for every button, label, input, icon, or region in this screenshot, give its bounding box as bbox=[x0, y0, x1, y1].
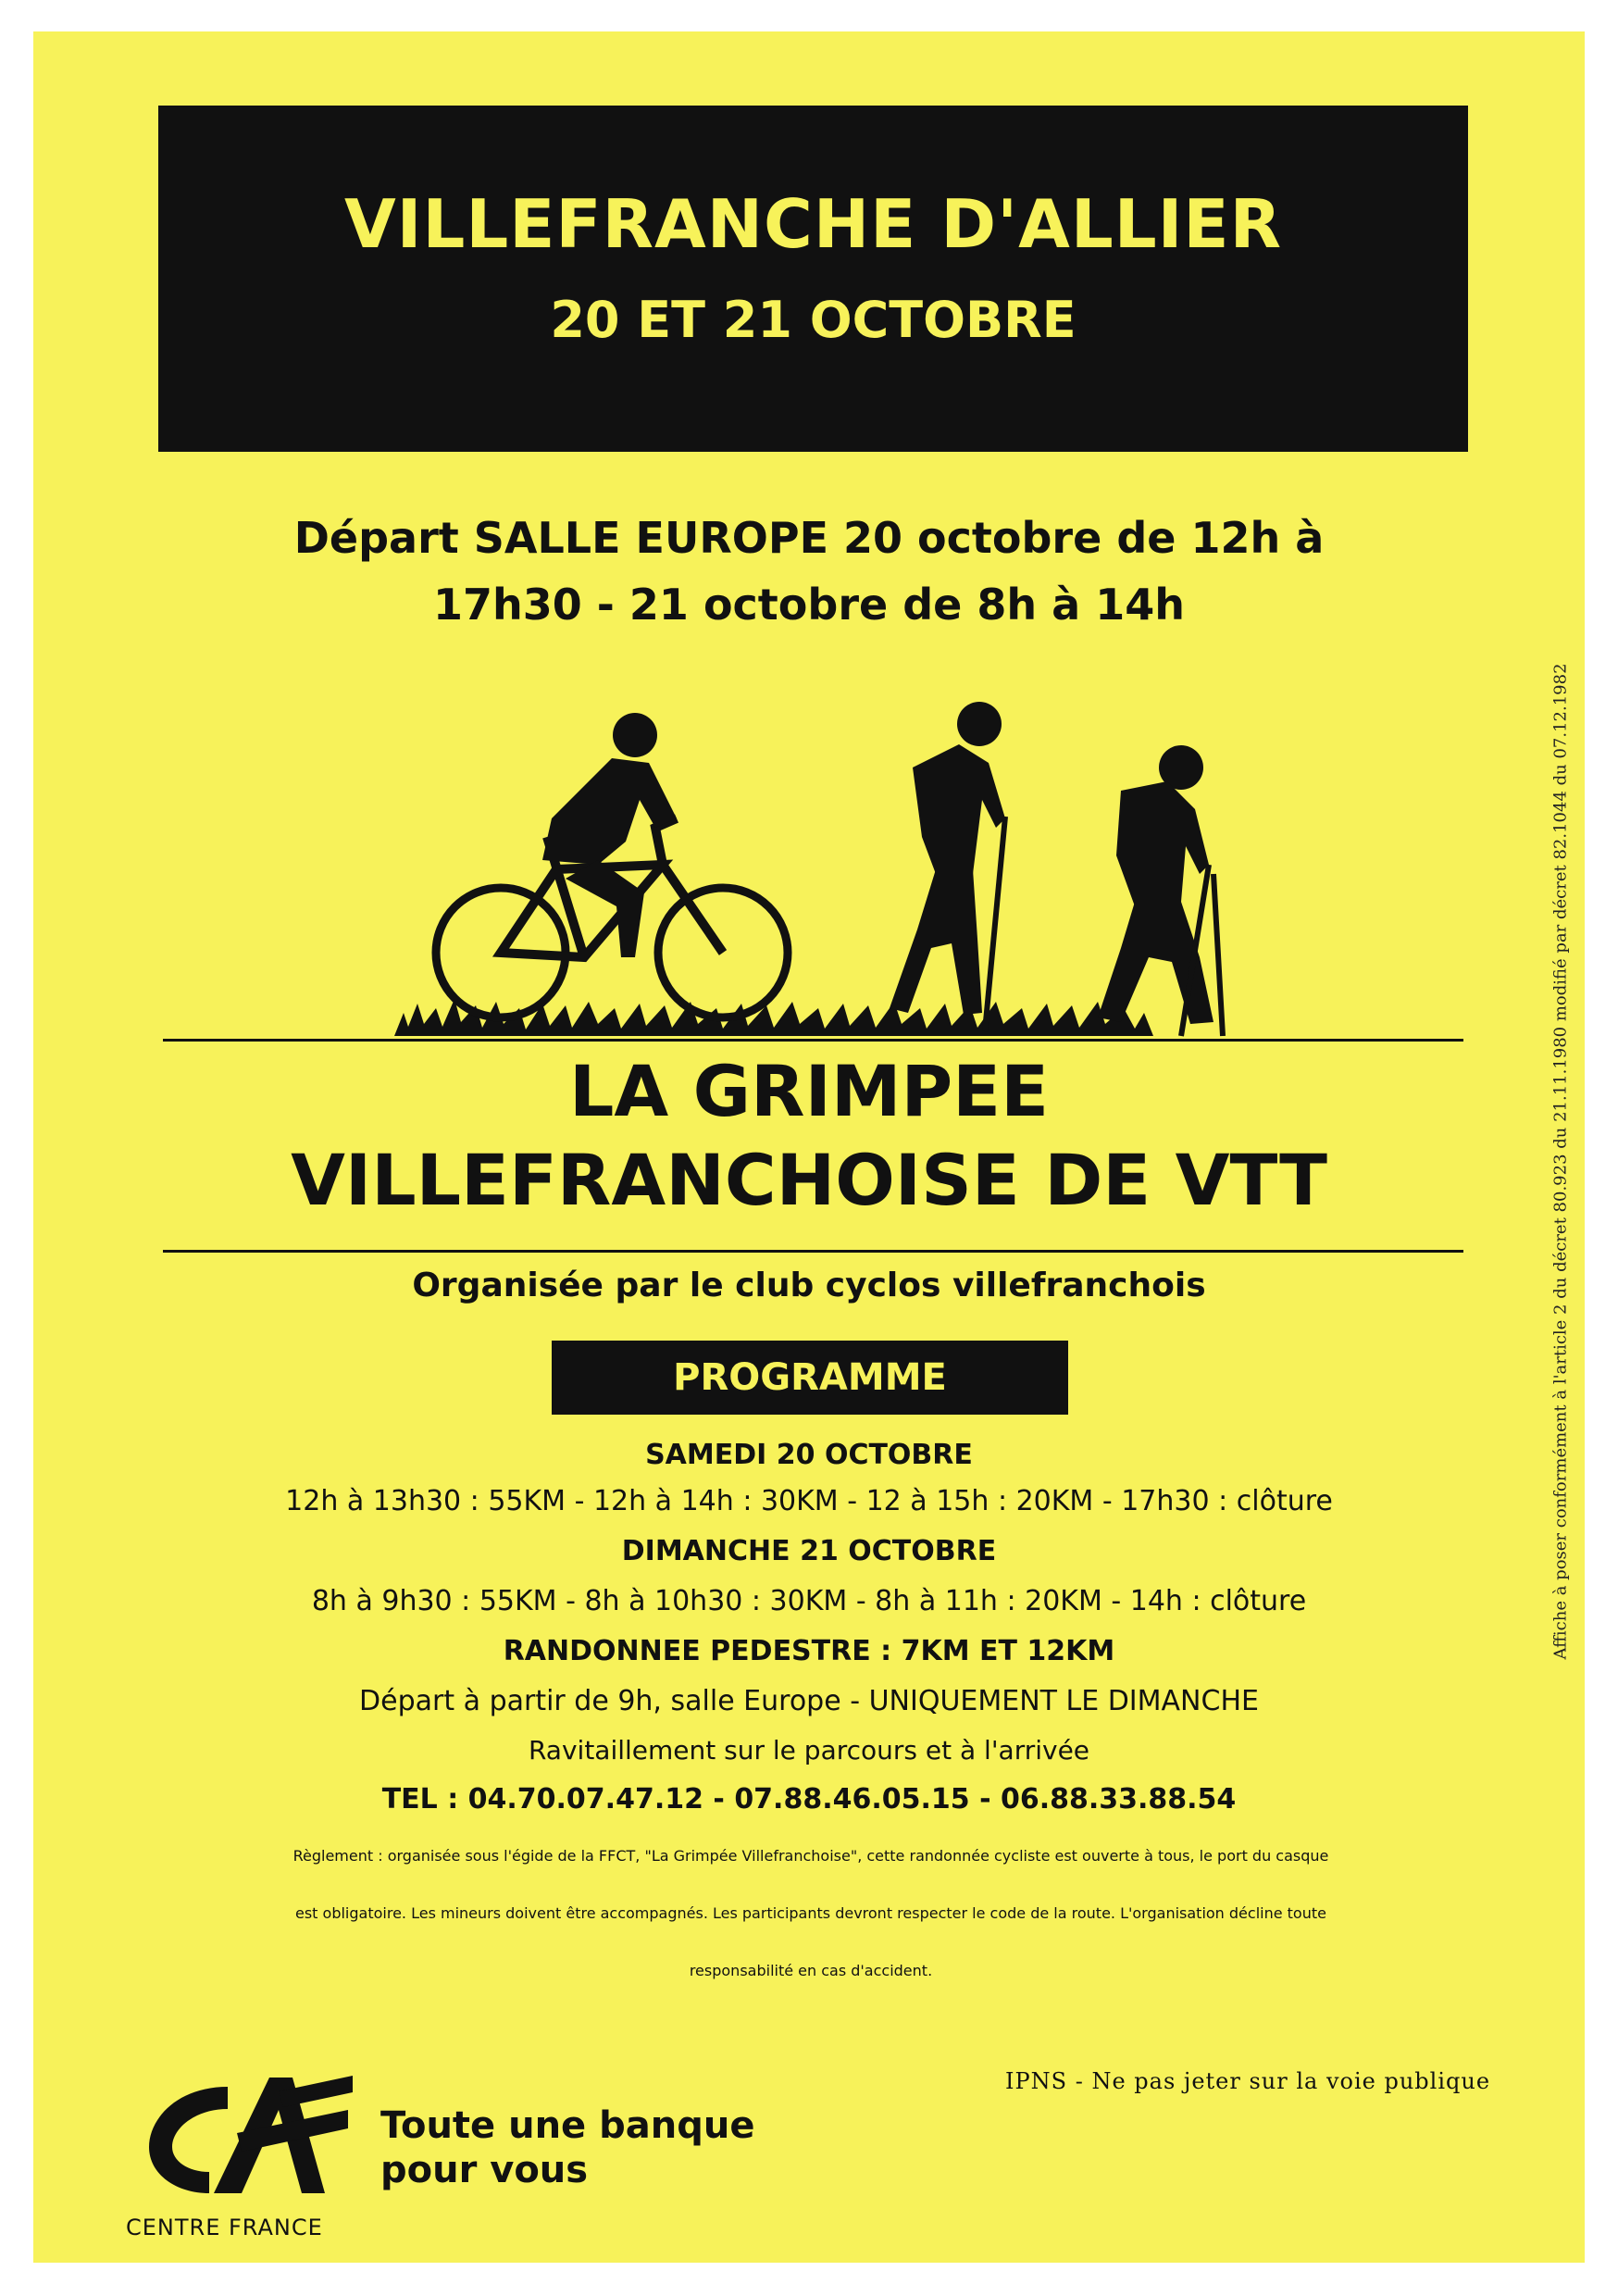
cyclist-hikers-silhouette bbox=[367, 680, 1292, 1050]
credit-agricole-logo bbox=[140, 2068, 362, 2207]
saturday-schedule: 12h à 13h30 : 55KM - 12h à 14h : 30KM - 12 à 15h : 20KM - 17h30 : clôture bbox=[285, 1485, 1333, 1517]
event-dates: 20 ET 21 OCTOBRE bbox=[550, 291, 1077, 349]
depart-line-2: 17h30 - 21 octobre de 8h à 14h bbox=[433, 580, 1185, 630]
rules-line-2: est obligatoire. Les mineurs doivent être accompagnés. Les participants devront respecter le code de la route. L'organisation décline toute bbox=[295, 1904, 1326, 1922]
rules-text bbox=[163, 1828, 1459, 2000]
walk-depart: Départ à partir de 9h, salle Europe - UNIQUEMENT LE DIMANCHE bbox=[359, 1685, 1259, 1717]
legal-side-note: Affiche à poser conformément à l'article 2 du décret 80.923 du 21.11.1980 modifié par décret 82.1044 du 07.12.1982 bbox=[1550, 663, 1571, 1660]
depart-line-1: Départ SALLE EUROPE 20 octobre de 12h à bbox=[293, 513, 1325, 563]
divider-top bbox=[163, 1039, 1463, 1042]
event-title-line-1: LA GRIMPEE bbox=[568, 1050, 1050, 1132]
bank-slogan-line-2: pour vous bbox=[380, 2149, 589, 2191]
sunday-schedule: 8h à 9h30 : 55KM - 8h à 10h30 : 30KM - 8h à 11h : 20KM - 14h : clôture bbox=[311, 1585, 1307, 1617]
poster bbox=[33, 31, 1585, 2263]
bank-slogan bbox=[380, 2103, 754, 2192]
saturday-title: SAMEDI 20 OCTOBRE bbox=[645, 1439, 973, 1471]
town-title: VILLEFRANCHE D'ALLIER bbox=[343, 185, 1283, 263]
organizer-text: Organisée par le club cyclos villefranchois bbox=[412, 1267, 1206, 1304]
event-title-line-2: VILLEFRANCHOISE DE VTT bbox=[291, 1139, 1327, 1221]
rules-line-1: Règlement : organisée sous l'égide de la FFCT, "La Grimpée Villefranchoise", cette randonnée cycliste est ouverte à tous, le port du casque bbox=[292, 1847, 1329, 1865]
walk-title: RANDONNEE PEDESTRE : 7KM ET 12KM bbox=[503, 1635, 1115, 1667]
rules-line-3: responsabilité en cas d'accident. bbox=[689, 1962, 933, 1979]
divider-bottom bbox=[163, 1250, 1463, 1253]
sunday-title: DIMANCHE 21 OCTOBRE bbox=[621, 1535, 997, 1567]
title-banner bbox=[158, 106, 1468, 452]
bank-slogan-line-1: Toute une banque bbox=[380, 2104, 755, 2147]
supply-info: Ravitaillement sur le parcours et à l'arrivée bbox=[528, 1735, 1090, 1766]
bank-region: CENTRE FRANCE bbox=[126, 2215, 323, 2240]
ipns-notice: IPNS - Ne pas jeter sur la voie publique bbox=[1005, 2068, 1491, 2094]
programme-label: PROGRAMME bbox=[552, 1341, 1068, 1415]
phone-numbers: TEL : 04.70.07.47.12 - 07.88.46.05.15 - 06.88.33.88.54 bbox=[381, 1783, 1237, 1816]
